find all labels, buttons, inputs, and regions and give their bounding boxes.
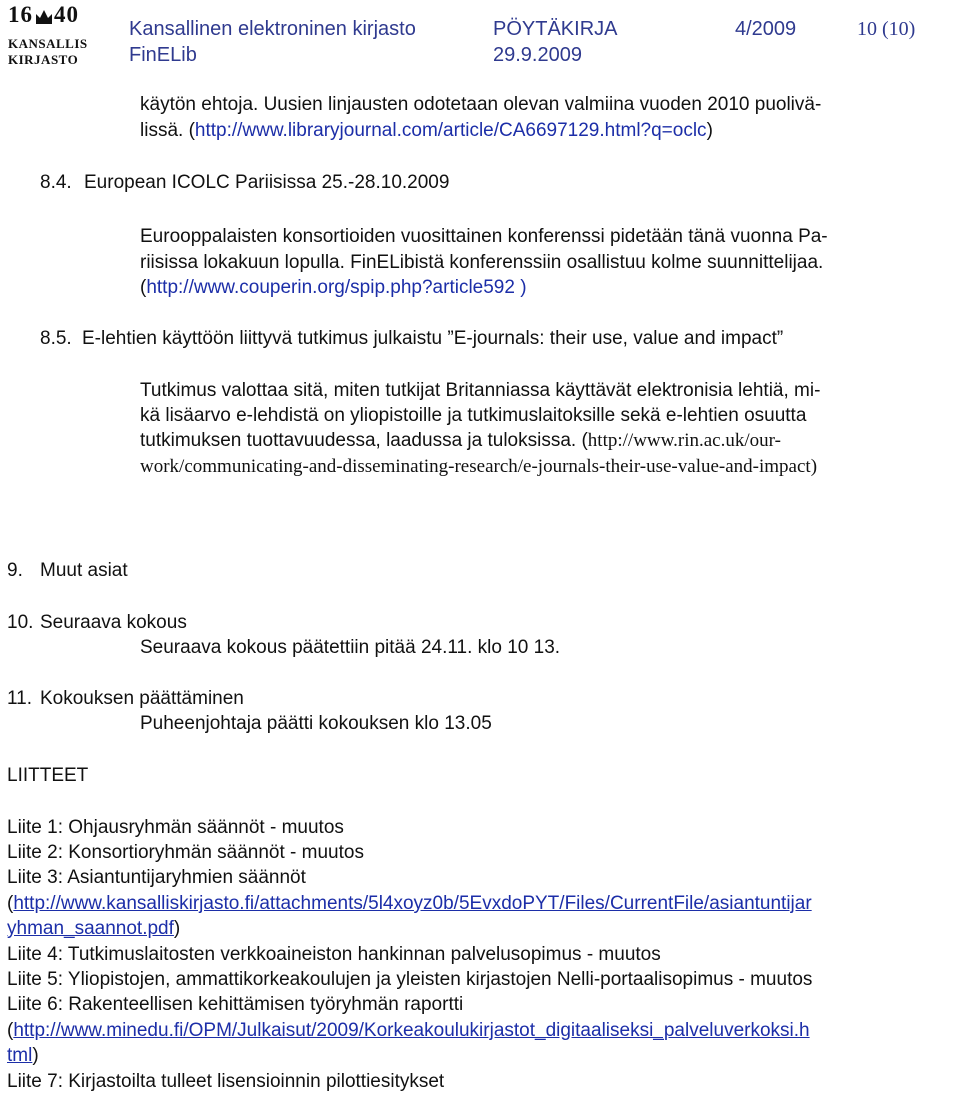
section-11-number: 11.: [7, 688, 33, 709]
section-10-text: Seuraava kokous päätettiin pitää 24.11. klo 10 13.: [140, 637, 561, 658]
section-8-4-number: 8.4.: [40, 172, 72, 193]
crown-icon: [34, 8, 54, 26]
section-8-5-p3: [140, 430, 781, 453]
logo-line2: KIRJASTO: [8, 52, 79, 67]
section-8-5-p2: kä lisäarvo e-lehdistä on yliopistoille ja tutkimuslaitoksille sekä e-lehtien osuutta: [140, 405, 807, 426]
attachment-2: Liite 2: Konsortioryhmän säännöt - muutos: [7, 842, 364, 863]
kansalliskirjasto-link-cont[interactable]: yhman_saannot.pdf: [7, 918, 174, 939]
header-doc-type: PÖYTÄKIRJA: [493, 18, 618, 40]
attachment-6-link-line2: [7, 1045, 39, 1068]
couperin-link[interactable]: http://www.couperin.org/spip.php?article592: [146, 277, 515, 298]
kansalliskirjasto-link[interactable]: http://www.kansalliskirjasto.fi/attachments/5l4xoyz0b/5EvxdoPYT/Files/CurrentFile/asiantuntijar: [13, 893, 812, 914]
attachment-3-open: (: [7, 893, 14, 914]
section-8-5-p1: Tutkimus valottaa sitä, miten tutkijat Britanniassa käyttävät elektronisia lehtiä, mi-: [140, 380, 821, 401]
section-8-4-p3: [140, 277, 527, 300]
attachment-5: Liite 5: Yliopistojen, ammattikorkeakoulujen ja yleisten kirjastojen Nelli-portaalisopimus - muutos: [7, 969, 813, 990]
kansalliskirjasto-logo: [4, 2, 90, 72]
intro-line2: [140, 120, 713, 143]
section-8-4-p1: Eurooppalaisten konsortioiden vuosittainen konferenssi pidetään tänä vuonna Pa-: [140, 226, 828, 247]
header-date: 29.9.2009: [493, 44, 582, 66]
attachment-3-link-line1: [7, 893, 812, 916]
section-8-4-title: European ICOLC Pariisissa 25.-28.10.2009: [84, 172, 450, 193]
attachment-3-close: ): [173, 918, 181, 939]
libraryjournal-link[interactable]: http://www.libraryjournal.com/article/CA6697129.html?q=oclc: [194, 120, 707, 141]
header-page: 10 (10): [857, 18, 916, 40]
header-unit: FinELib: [129, 44, 197, 66]
attachment-3-link-line2: [7, 918, 180, 941]
section-10-title: Seuraava kokous: [40, 612, 187, 633]
attachment-6-open: (: [7, 1020, 14, 1041]
attachment-6: Liite 6: Rakenteellisen kehittämisen työryhmän raportti: [7, 994, 464, 1015]
logo-line1: KANSALLIS: [8, 36, 88, 51]
rin-url-part1[interactable]: http://www.rin.ac.uk/our-: [587, 430, 781, 451]
logo-year-right: 40: [54, 2, 79, 27]
section-8-4-p2: riisissa lokakuun lopulla. FinELibistä konferenssiin osallistuu kolme suunnittelijaa.: [140, 252, 824, 273]
intro-line2-text: lissä. (: [140, 120, 195, 141]
section-8-5-p4: [140, 456, 817, 479]
attachment-3: Liite 3: Asiantuntijaryhmien säännöt: [7, 867, 306, 888]
minedu-link-cont[interactable]: tml: [7, 1045, 33, 1066]
section-8-5-p3-text: tutkimuksen tuottavuudessa, laadussa ja tuloksissa. (: [140, 430, 588, 451]
attachment-4: Liite 4: Tutkimuslaitosten verkkoaineiston hankinnan palvelusopimus - muutos: [7, 944, 661, 965]
section-8-5-number: 8.5.: [40, 328, 72, 349]
rin-url-part2[interactable]: work/communicating-and-disseminating-research/e-journals-their-use-value-and-impact: [140, 456, 811, 477]
attachment-7: Liite 7: Kirjastoilta tulleet lisensioinnin pilottiesitykset: [7, 1071, 445, 1092]
attachment-6-close: ): [32, 1045, 39, 1066]
intro-line2-end: ): [706, 120, 713, 141]
intro-line1: käytön ehtoja. Uusien linjausten odotetaan olevan valmiina vuoden 2010 puolivä-: [140, 94, 822, 115]
section-8-4-p3-open: (: [140, 277, 147, 298]
section-9-title: Muut asiat: [40, 560, 128, 581]
header-org: Kansallinen elektroninen kirjasto: [129, 18, 416, 40]
section-9-number: 9.: [7, 560, 23, 581]
logo-year-left: 16: [8, 2, 33, 27]
section-8-5-title: E-lehtien käyttöön liittyvä tutkimus julkaistu ”E-journals: their use, value and impact”: [82, 328, 784, 349]
section-11-text: Puheenjohtaja päätti kokouksen klo 13.05: [140, 713, 492, 734]
minedu-link[interactable]: http://www.minedu.fi/OPM/Julkaisut/2009/Korkeakoulukirjastot_digitaaliseksi_palveluverkoksi.h: [13, 1020, 810, 1041]
attachment-6-link-line1: [7, 1020, 810, 1043]
attachments-heading: LIITTEET: [7, 765, 89, 786]
attachment-1: Liite 1: Ohjausryhmän säännöt - muutos: [7, 817, 344, 838]
header-doc-number: 4/2009: [735, 18, 797, 40]
section-10-number: 10.: [7, 612, 34, 633]
section-8-4-p3-close: ): [514, 277, 527, 298]
section-8-5-p4-end: ): [810, 456, 818, 477]
section-11-title: Kokouksen päättäminen: [40, 688, 244, 709]
